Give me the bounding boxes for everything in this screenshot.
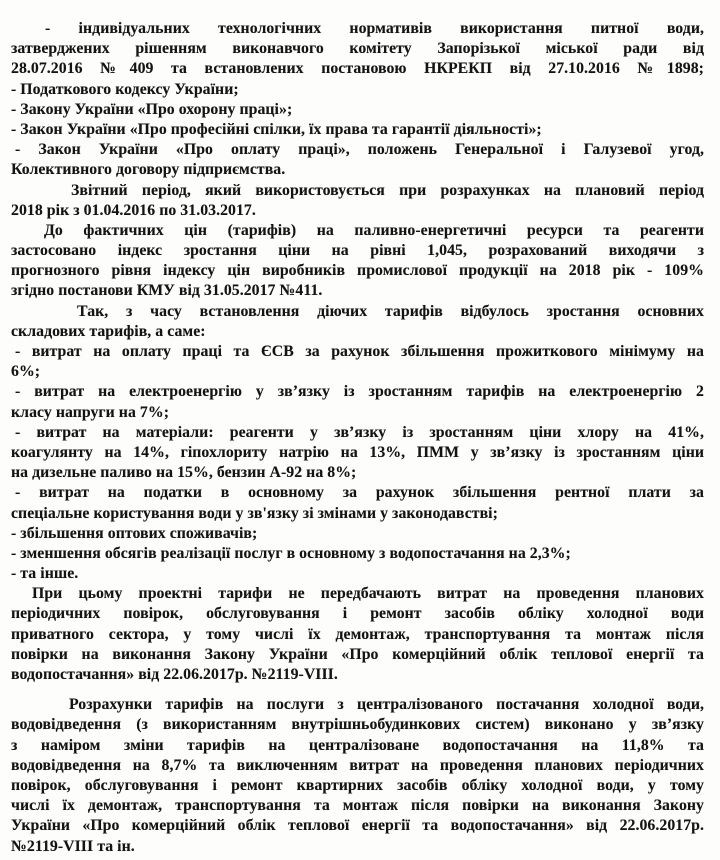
- text-line: водовідведення на 8,7% та виключенням витрат на проведення планових періодичних: [11, 756, 704, 774]
- text-line: на дизельне паливо на 15%, бензин А-92 на 8%;: [11, 464, 357, 482]
- text-line: - витрат на податки в основному за рахунок збільшення рентної плати за: [15, 484, 704, 502]
- text-line: При цьому проектні тарифи не передбачають витрат на проведення планових: [32, 585, 704, 603]
- text-line: водовідведення (з використанням внутрішньобудинкових систем) виконано у зв’язку: [11, 716, 704, 734]
- text-line: повірок, обслуговування і ремонт квартирних засобів обліку холодної води, у тому: [11, 776, 704, 794]
- text-line: 2018 рік з 01.04.2016 по 31.03.2017.: [11, 201, 256, 219]
- text-line: Так, з часу встановлення діючих тарифів відбулось зростання основних: [77, 302, 704, 320]
- text-line: застосовано індекс зростання ціни на рівні 1,045, розрахований виходячи з: [11, 242, 704, 260]
- text-line: - Закон України «Про професійні спілки, їх права та гарантії діяльності»;: [11, 120, 542, 138]
- text-line: числі їх демонтаж, транспортування та монтаж після повірки на виконання Закону: [11, 797, 704, 815]
- text-line: класу напруги на 7%;: [11, 403, 170, 421]
- text-line: - та інше.: [11, 565, 79, 583]
- text-line: №2119-VIII та ін.: [11, 837, 135, 855]
- text-line: - Закон України «Про оплату праці», положень Генеральної і Галузевої угод,: [15, 141, 704, 159]
- text-line: - Податкового кодексу України;: [11, 80, 239, 98]
- text-line: України «Про комерційний облік теплової енергії та водопостачання» від 22.06.2017р.: [11, 817, 704, 835]
- text-line: водопостачання» від 22.06.2017р. №2119-VIII.: [11, 666, 338, 683]
- text-line: складових тарифів, а саме:: [11, 322, 206, 340]
- text-line: Звітний період, який використовується при розрахунках на плановий період: [71, 181, 704, 199]
- text-line: прогнозного рівня індексу цін виробників промислової продукції на 2018 рік - 109%: [11, 262, 704, 280]
- text-line: періодичних повірок, обслуговування і ремонт засобів обліку холодної води: [11, 605, 704, 623]
- text-line: До фактичних цін (тарифів) на паливно-енергетичні ресурси та реагенти: [44, 221, 704, 239]
- text-line: з наміром зміни тарифів на централізоване водопостачання на 11,8% та: [11, 736, 704, 754]
- text-line: 6%;: [11, 363, 41, 381]
- text-line: - витрат на оплату праці та ЄСВ за рахунок збільшення прожиткового мінімуму на: [15, 343, 704, 360]
- text-line: коагулянту на 14%, гіпохлориту натрію на 13%, ПММ у зв’язку із зростанням ціни: [11, 443, 704, 461]
- text-line: повірки на виконання Закону України «Про комерційний облік теплової енергії та: [11, 645, 704, 663]
- text-line: спеціальне користування води у зв'язку зі змінами у законодавстві;: [11, 504, 498, 522]
- text-line: Розрахунки тарифів на послуги з централізованого постачання холодної води,: [69, 696, 704, 714]
- text-line: - витрат на електроенергію у зв’язку із зростанням тарифів на електроенергію 2: [15, 383, 704, 401]
- text-line: затверджених рішенням виконавчого комітету Запорізької міської ради від: [11, 40, 704, 58]
- text-line: приватного сектора, у тому числі їх демонтаж, транспортування та монтаж після: [11, 625, 704, 643]
- text-line: - зменшення обсягів реалізації послуг в основному з водопостачання на 2,3%;: [11, 544, 571, 562]
- text-line: згідно постанови КМУ від 31.05.2017 №411.: [11, 282, 323, 300]
- text-line: - Закону України «Про охорону праці»;: [11, 100, 293, 118]
- text-line: Колективного договору підприємства.: [11, 161, 286, 179]
- text-line: - індивідуальних технологічних нормативів використання питної води,: [45, 20, 704, 37]
- text-line: - витрат на матеріали: реагенти у зв’язку із зростанням ціни хлору на 41%,: [15, 423, 704, 441]
- text-line: - збільшення оптових споживачів;: [11, 524, 258, 542]
- text-line: 28.07.2016 №409 та встановлених постановою НКРЕКП від 27.10.2016 №1898;: [11, 60, 704, 78]
